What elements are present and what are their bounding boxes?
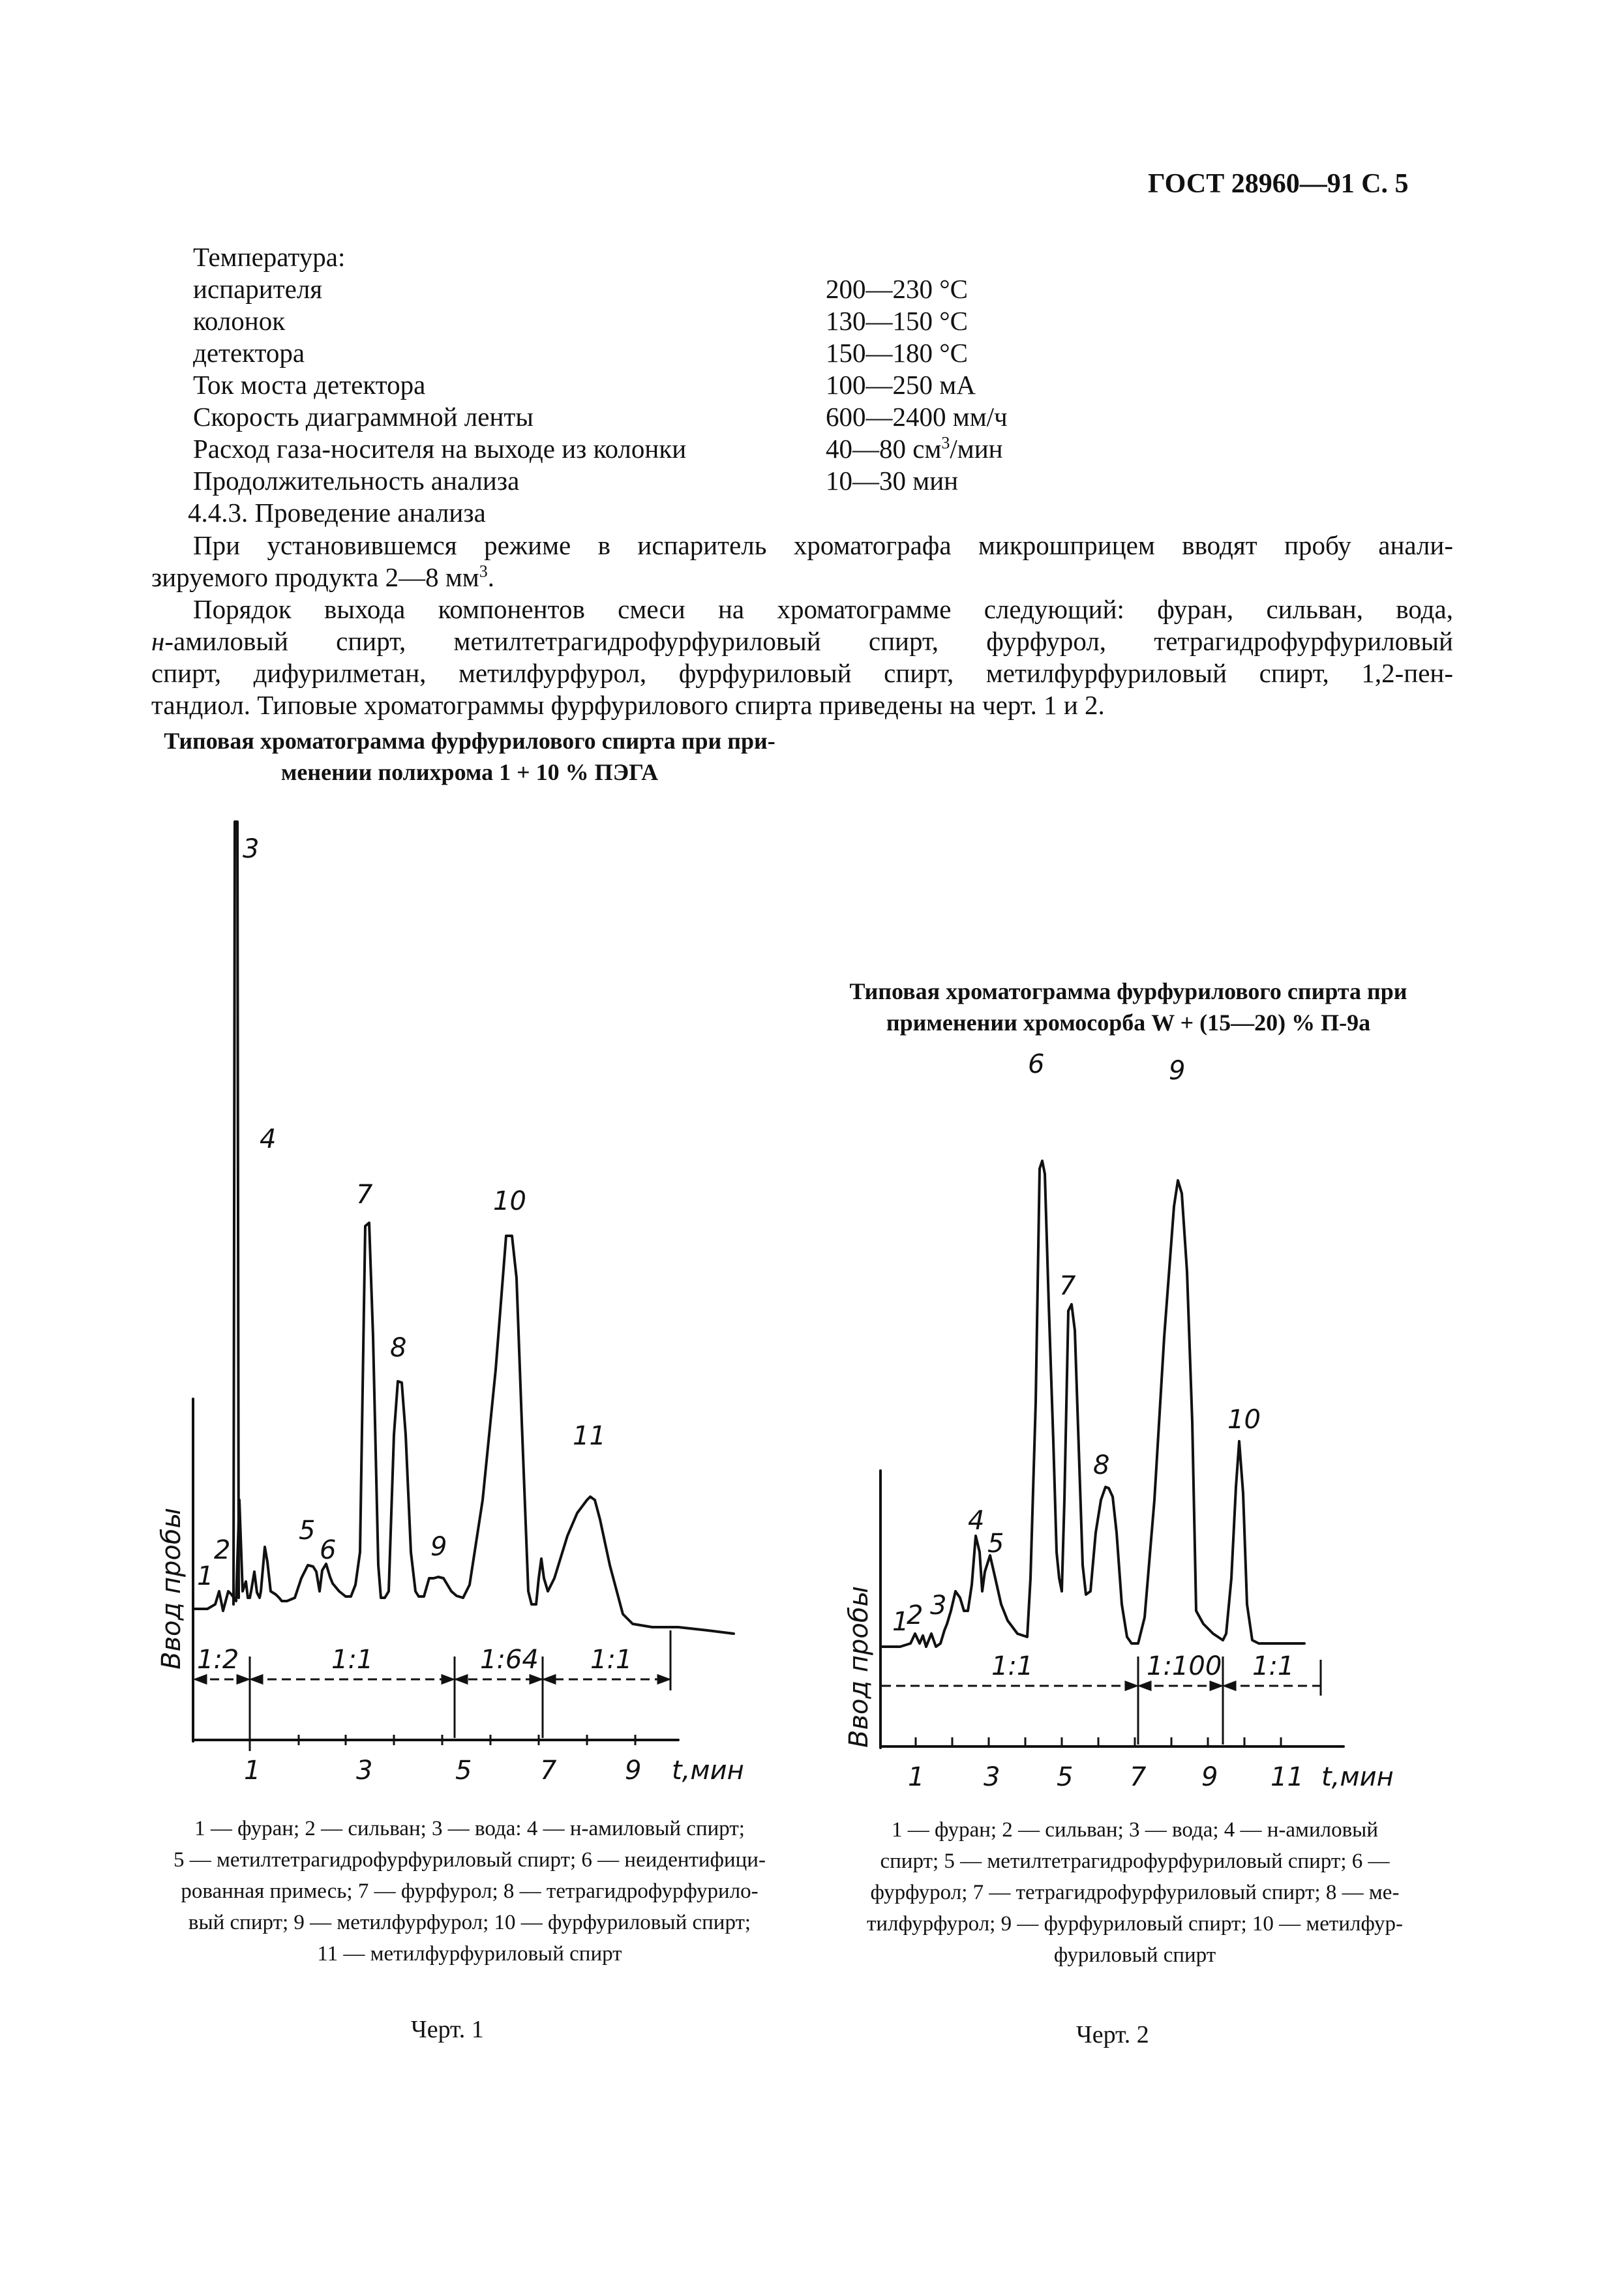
chart1-peak-label: 11 bbox=[573, 1421, 606, 1451]
param-label: Скорость диаграммной ленты bbox=[193, 402, 534, 432]
chart1-ylabel: Ввод пробы bbox=[157, 1507, 187, 1670]
chart2-peak-label: 9 bbox=[1169, 1056, 1186, 1086]
chart1-caption bbox=[117, 1813, 822, 1970]
chart2-ratio: 1:1 bbox=[991, 1651, 1034, 1681]
paragraph-2-line-2: н-амиловый спирт, метилтетрагидрофурфуриловый спирт, фурфурол, тетрагидрофурфуриловый bbox=[151, 626, 1453, 656]
chart1-peak-label: 4 bbox=[260, 1124, 277, 1154]
chart2-xlabel: t,мин bbox=[1321, 1762, 1394, 1792]
caption-line: вый спирт; 9 — метилфурфурол; 10 — фурфуриловый спирт; bbox=[188, 1911, 751, 1934]
chart1-ratio: 1:2 bbox=[197, 1645, 239, 1675]
chart1-peak-label: 1 bbox=[197, 1561, 214, 1591]
paragraph-1-line-2: зируемого продукта 2—8 $мм^3$. bbox=[151, 562, 495, 592]
chart1-peak-label: 5 bbox=[299, 1516, 316, 1546]
chart1-peak-label: 10 bbox=[493, 1186, 526, 1216]
caption-line: 5 — метилтетрагидрофурфуриловый спирт; 6 — неидентифици- bbox=[173, 1848, 766, 1872]
param-value: 130—150 °С bbox=[826, 306, 968, 336]
chart2-xtick: 7 bbox=[1130, 1762, 1147, 1792]
param-value: 10—30 мин bbox=[826, 466, 959, 496]
chart1-arrowhead bbox=[658, 1675, 669, 1683]
chart2-arrowhead bbox=[1126, 1682, 1136, 1690]
param-value: 600—2400 мм/ч bbox=[826, 402, 1008, 432]
chart2-xtick: 9 bbox=[1201, 1762, 1218, 1792]
chart2-peak-label: 8 bbox=[1093, 1450, 1110, 1480]
chart1-peak-label: 9 bbox=[430, 1532, 447, 1562]
param-label: Продолжительность анализа bbox=[193, 466, 520, 496]
section-heading: 4.4.3. Проведение анализа bbox=[188, 498, 486, 528]
chart1-peak-label: 6 bbox=[320, 1535, 337, 1565]
temperature-heading: Температура: bbox=[193, 242, 346, 272]
caption-line: тилфурфурол; 9 — фурфуриловый спирт; 10 — метилфур- bbox=[866, 1912, 1404, 1936]
param-value: 100—250 мА bbox=[826, 370, 976, 400]
chart1-xtick: 9 bbox=[625, 1756, 642, 1786]
chart1-xtick: 7 bbox=[540, 1756, 557, 1786]
param-label: испарителя bbox=[193, 274, 323, 304]
chart1-ratio: 1:64 bbox=[480, 1645, 539, 1675]
chart1-peak-label: 8 bbox=[390, 1333, 407, 1363]
caption-line: спирт; 5 — метилтетрагидрофурфуриловый спирт; 6 — bbox=[880, 1850, 1390, 1873]
figure-2-label: Черт. 2 bbox=[1076, 2021, 1149, 2048]
chart1-xlabel: t,мин bbox=[672, 1756, 744, 1786]
chart1-xtick: 5 bbox=[455, 1756, 472, 1786]
caption-line: фуриловый спирт bbox=[1053, 1943, 1216, 1967]
chart1-arrowhead bbox=[545, 1675, 555, 1683]
caption-line: рованная примесь; 7 — фурфурол; 8 — тетрагидрофурфурило- bbox=[181, 1880, 759, 1903]
chart1-arrowhead bbox=[237, 1675, 248, 1683]
param-label: Расход газа-носителя на выходе из колонки bbox=[193, 434, 687, 464]
paragraph-1-line-1: При установившемся режиме в испаритель хроматографа микрошприцем вводят пробу анали- bbox=[193, 530, 1453, 560]
chart2-caption bbox=[809, 1814, 1461, 1971]
chart1-arrowhead bbox=[252, 1675, 262, 1683]
param-label: колонок bbox=[193, 306, 286, 336]
chart2-x-ticks bbox=[916, 1737, 1281, 1746]
param-value: 40—80 $см^3$/мин bbox=[826, 433, 1003, 464]
chart1-ratio: 1:1 bbox=[590, 1645, 633, 1675]
chart1-xtick: 1 bbox=[244, 1756, 261, 1786]
chart1-arrowhead bbox=[530, 1675, 541, 1683]
chart1-peak-label: 2 bbox=[214, 1535, 231, 1565]
figure-1-label: Черт. 1 bbox=[411, 2016, 484, 2043]
chart1-arrowhead bbox=[442, 1675, 453, 1683]
paragraph-2-line-4: тандиол. Типовые хроматограммы фурфурилового спирта приведены на черт. 1 и 2. bbox=[151, 690, 1105, 720]
chart1-arrowhead bbox=[457, 1675, 467, 1683]
chart2-arrowhead bbox=[1140, 1682, 1150, 1690]
page-header: ГОСТ 28960—91 С. 5 bbox=[1148, 169, 1409, 199]
chart2-xtick: 5 bbox=[1057, 1762, 1074, 1792]
param-label: Ток моста детектора bbox=[193, 370, 426, 400]
param-value: 200—230 °С bbox=[826, 274, 968, 304]
chart1-xtick: 3 bbox=[356, 1756, 373, 1786]
chart1-peak-label: 3 bbox=[243, 834, 260, 864]
chart2-title-line: Типовая хроматограмма фурфурилового спирта при bbox=[849, 978, 1407, 1004]
caption-line: фурфурол; 7 — тетрагидрофурфуриловый спирт; 8 — ме- bbox=[870, 1881, 1400, 1904]
chart2-peak-label: 5 bbox=[987, 1529, 1004, 1559]
chart2-peak-label: 6 bbox=[1028, 1049, 1045, 1079]
caption-line: 11 — метилфурфуриловый спирт bbox=[317, 1942, 622, 1966]
chart2-arrowhead bbox=[1210, 1682, 1221, 1690]
chart2-arrowhead bbox=[1225, 1682, 1235, 1690]
chart2-peak-label: 10 bbox=[1227, 1405, 1261, 1435]
caption-line: 1 — фуран; 2 — сильван; 3 — вода: 4 — н-амиловый спирт; bbox=[194, 1817, 745, 1840]
chart2-peak-label: 1 bbox=[892, 1607, 909, 1637]
paragraph-2-line-3: спирт, дифурилметан, метилфурфурол, фурфуриловый спирт, метилфурфуриловый спирт, 1,2-пен- bbox=[151, 658, 1453, 688]
paragraph-2-line-1: Порядок выхода компонентов смеси на хроматограмме следующий: фуран, сильван, вода, bbox=[193, 594, 1453, 624]
caption-line: 1 — фуран; 2 — сильван; 3 — вода; 4 — н-амиловый bbox=[892, 1818, 1378, 1842]
chart2-ratio: 1:100 bbox=[1147, 1651, 1222, 1681]
chart1-arrowhead bbox=[196, 1675, 206, 1683]
chart2-peak-label: 2 bbox=[907, 1600, 924, 1630]
chart1-peak-3 bbox=[233, 822, 239, 1604]
chart2-xtick: 1 bbox=[908, 1762, 925, 1792]
chart1-peak-label: 7 bbox=[356, 1180, 373, 1210]
chart2-peak-label: 3 bbox=[930, 1591, 947, 1621]
chart2-ratio: 1:1 bbox=[1252, 1651, 1295, 1681]
chart2-peak-label: 4 bbox=[968, 1506, 985, 1536]
param-label: детектора bbox=[193, 338, 305, 368]
chart2-xtick: 11 bbox=[1271, 1762, 1304, 1792]
chart2-xtick: 3 bbox=[984, 1762, 1000, 1792]
chart2-ylabel: Ввод пробы bbox=[844, 1585, 874, 1748]
chart1-title-line: менении полихрома 1 + 10 % ПЭГА bbox=[280, 759, 659, 785]
chart1-trace bbox=[193, 1223, 734, 1634]
chart2-peak-label: 7 bbox=[1059, 1271, 1076, 1301]
param-value: 150—180 °С bbox=[826, 338, 968, 368]
chart2-trace bbox=[880, 1161, 1304, 1647]
chart1-ratio: 1:1 bbox=[331, 1645, 374, 1675]
chart1-title-line: Типовая хроматограмма фурфурилового спирта при при- bbox=[164, 728, 775, 754]
chart2-title-line: применении хромосорба W + (15—20) % П-9а bbox=[886, 1010, 1371, 1036]
